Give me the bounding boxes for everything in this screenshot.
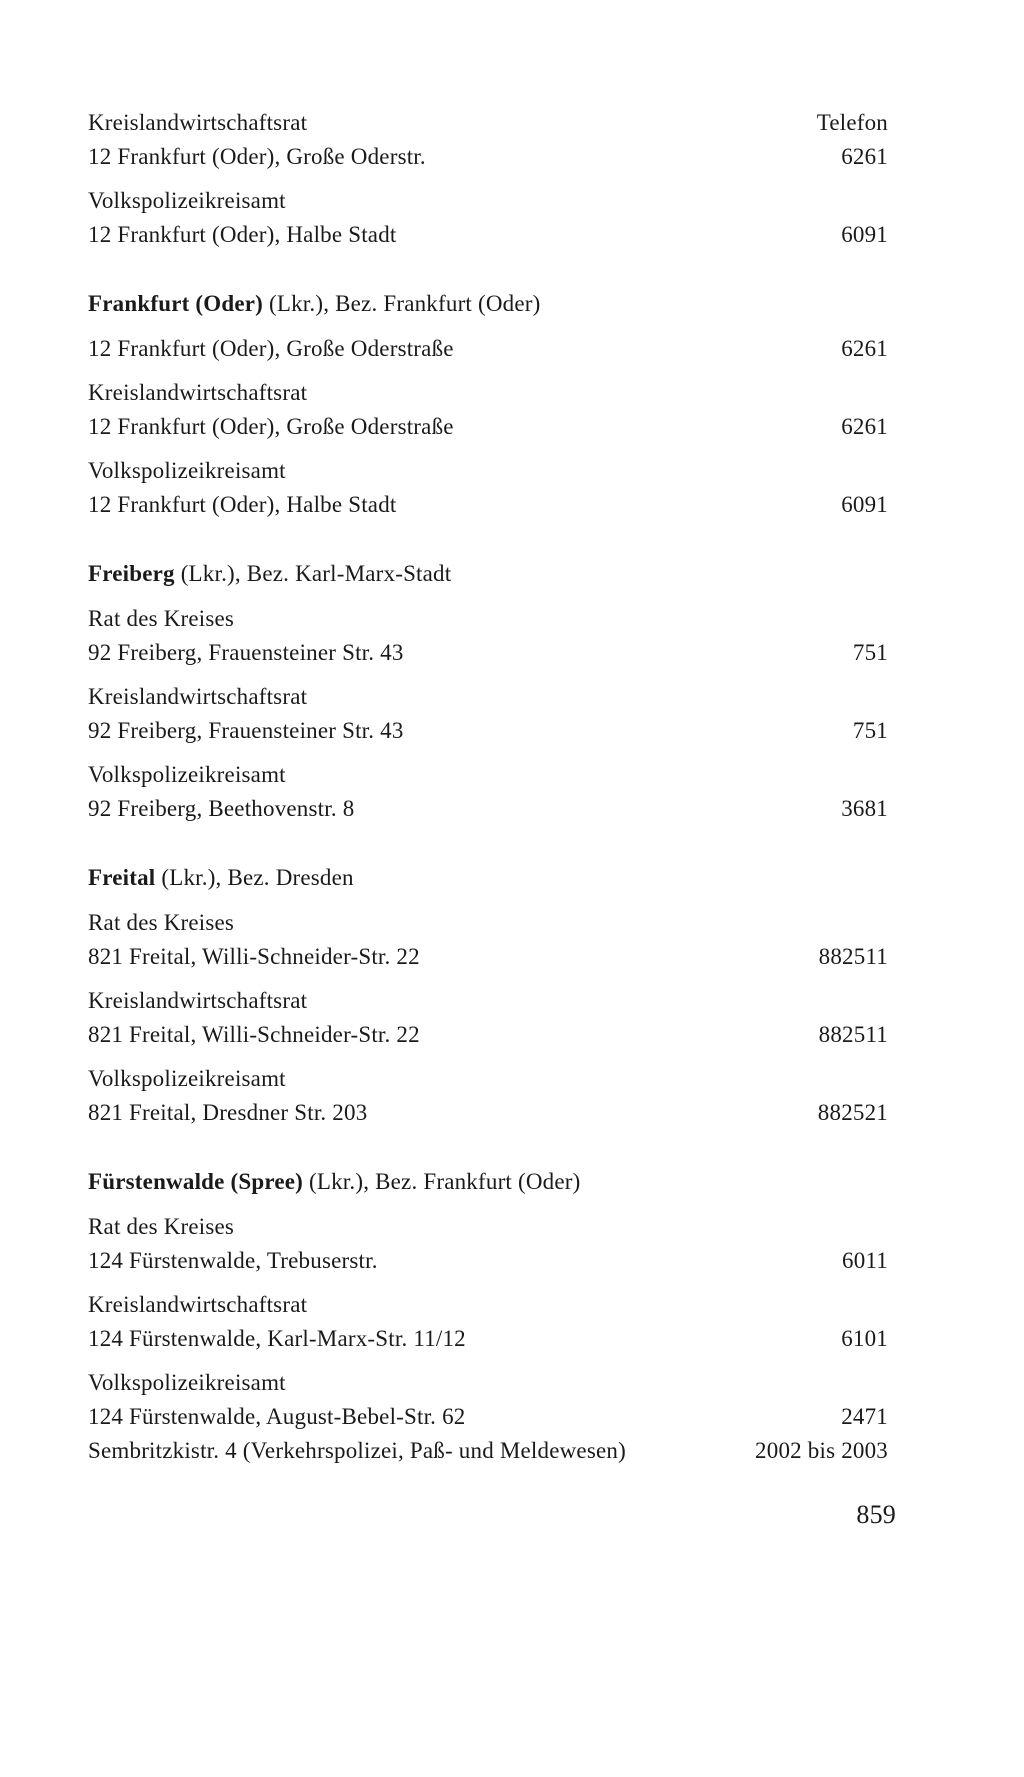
entry-address: 12 Frankfurt (Oder), Große Oderstraße [88, 414, 454, 439]
entry-address-row [88, 488, 888, 522]
section-heading-rest: (Lkr.), Bez. Karl-Marx-Stadt [174, 561, 452, 586]
section-heading-bold: Freital [88, 865, 156, 890]
section-heading-bold: Freiberg [88, 561, 175, 586]
section-heading-rest: (Lkr.), Bez. Frankfurt (Oder) [303, 1169, 581, 1194]
entry-address: Sembritzkistr. 4 (Verkehrspolizei, Paß- und Meldewesen) [88, 1438, 626, 1463]
phone-column-header: Telefon [816, 110, 888, 135]
entry-phone: 3681 [841, 796, 888, 821]
section-heading [88, 286, 888, 322]
entry-name: Rat des Kreises [88, 1214, 235, 1239]
entry-address-row [88, 332, 888, 366]
entry-name: Volkspolizeikreisamt [88, 1370, 286, 1395]
entry-phone: 6261 [841, 414, 888, 439]
entry-name: Kreislandwirtschaftsrat [88, 988, 308, 1013]
entry-address: 124 Fürstenwalde, Karl-Marx-Str. 11/12 [88, 1326, 466, 1351]
entry-address-row [88, 218, 888, 252]
entry-address: 821 Freital, Willi-Schneider-Str. 22 [88, 944, 420, 969]
entry-address: 92 Freiberg, Frauensteiner Str. 43 [88, 718, 404, 743]
entry-address-row [88, 1322, 888, 1356]
entry-address: 92 Freiberg, Frauensteiner Str. 43 [88, 640, 404, 665]
entry-address: 12 Frankfurt (Oder), Große Oderstr. [88, 144, 426, 169]
section-heading-bold: Frankfurt (Oder) [88, 291, 264, 316]
entry-address: 12 Frankfurt (Oder), Halbe Stadt [88, 222, 397, 247]
entry-name: Rat des Kreises [88, 606, 235, 631]
entry-phone: 2471 [841, 1404, 888, 1429]
entry-address: 92 Freiberg, Beethovenstr. 8 [88, 796, 355, 821]
entry-address: 124 Fürstenwalde, Trebuserstr. [88, 1248, 378, 1273]
entry-name-row [88, 376, 888, 410]
entry-name: Volkspolizeikreisamt [88, 762, 286, 787]
entry-phone: 751 [852, 640, 888, 665]
entry-phone: 2002 bis 2003 [755, 1438, 888, 1463]
entry-address-row [88, 1244, 888, 1278]
entry-address-row [88, 940, 888, 974]
entry-phone: 6011 [842, 1248, 888, 1273]
entry-name: Rat des Kreises [88, 910, 235, 935]
entry-address-row [88, 1096, 888, 1130]
entry-address: 12 Frankfurt (Oder), Halbe Stadt [88, 492, 397, 517]
entry-name-row [88, 758, 888, 792]
section-heading [88, 860, 888, 896]
entry-address-row [88, 140, 888, 174]
entry-address-row [88, 714, 888, 748]
section-heading-bold: Fürstenwalde (Spree) [88, 1169, 304, 1194]
entry-name-row [88, 1062, 888, 1096]
entry-phone: 6261 [841, 144, 888, 169]
entry-name: Kreislandwirtschaftsrat [88, 1292, 308, 1317]
entry-name: Kreislandwirtschaftsrat [88, 380, 308, 405]
entry-name-row [88, 1288, 888, 1322]
entry-name-row [88, 184, 888, 218]
entry-address-row [88, 410, 888, 444]
entry-address-row [88, 1434, 888, 1468]
entry-address-row [88, 1400, 888, 1434]
entry-name-row [88, 1210, 888, 1244]
entry-name: Volkspolizeikreisamt [88, 458, 286, 483]
entry-name-row [88, 680, 888, 714]
entry-name-row [88, 454, 888, 488]
entry-address: 124 Fürstenwalde, August-Bebel-Str. 62 [88, 1404, 466, 1429]
entry-phone: 6101 [841, 1326, 888, 1351]
entry-phone: 6261 [841, 336, 888, 361]
entry-name: Volkspolizeikreisamt [88, 188, 286, 213]
entry-phone: 6091 [841, 222, 888, 247]
entry-address-row [88, 1018, 888, 1052]
entry-address-row [88, 792, 888, 826]
entry-name-row [88, 984, 888, 1018]
entry-name: Volkspolizeikreisamt [88, 1066, 286, 1091]
entry-name-row [88, 106, 888, 140]
entry-address: 821 Freital, Willi-Schneider-Str. 22 [88, 1022, 420, 1047]
page-number: 859 [856, 1500, 896, 1529]
entry-phone: 751 [852, 718, 888, 743]
entry-phone: 882511 [818, 1022, 888, 1047]
entry-address-row [88, 636, 888, 670]
entry-name-row [88, 906, 888, 940]
entry-address: 12 Frankfurt (Oder), Große Oderstraße [88, 336, 454, 361]
entry-name: Kreislandwirtschaftsrat [88, 684, 308, 709]
entry-phone: 882511 [818, 944, 888, 969]
section-heading [88, 1164, 888, 1200]
section-heading [88, 556, 888, 592]
entry-name: Kreislandwirtschaftsrat [88, 110, 308, 135]
section-heading-rest: (Lkr.), Bez. Frankfurt (Oder) [263, 291, 541, 316]
entry-phone: 6091 [841, 492, 888, 517]
section-heading-rest: (Lkr.), Bez. Dresden [155, 865, 354, 890]
entry-name-row [88, 602, 888, 636]
entry-name-row [88, 1366, 888, 1400]
directory-column [88, 106, 888, 1468]
entry-address: 821 Freital, Dresdner Str. 203 [88, 1100, 368, 1125]
entry-phone: 882521 [817, 1100, 888, 1125]
